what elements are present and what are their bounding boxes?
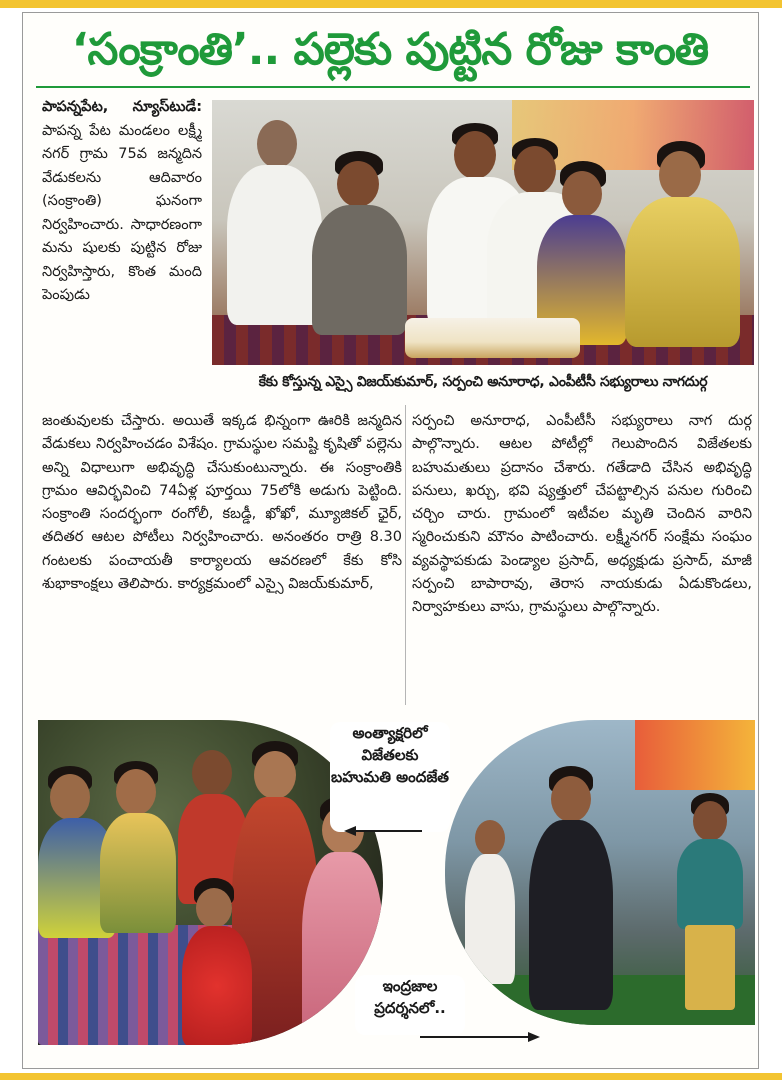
person-woman-yellow	[617, 145, 742, 345]
arrow-right-icon	[420, 1032, 540, 1042]
intro-text: పాపన్న పేట మండలం లక్ష్మీ నగర్ గ్రామ 75వ జన్మదిన వేడుకలను ఆదివారం (సంక్రాంతి) ఘనంగా నిర్వహించారు. సాధారణంగా మను షులకు పుట్టిన రోజు నిర్వహిస్తారు, కొంత మంది పెంపుడు	[42, 122, 202, 303]
page-top-border	[0, 0, 782, 8]
body-paragraph-left: జంతువులకు చేస్తారు. అయితే ఇక్కడ భిన్నంగా ఊరికి జన్మదిన వేడుకలు నిర్వహించడం విశేషం. గ్రామస్థుల సమష్టి కృషితో పల్లెను అన్ని విధాలుగా అభివృద్ధి చేసుకుంటున్నారు. ఈ సంక్రాంతికి గ్రామం ఆవిర్భవించి 74ఏళ్ల పూర్తయి 75లోకి అడుగు పెట్టింది. సంక్రాంతి సందర్భంగా రంగోలీ, కబడ్డీ, ఖోఖో, మ్యూజికల్ ఛైర్, తదితర ఆటల పోటీలు నిర్వహించారు. అనంతరం రాత్రి 8.30 గంటలకు పంచాయతీ కార్యాలయ ఆవరణలో కేకు కోసి శుభాకాంక్షలు తెలిపారు. కార్యక్రమంలో ఎస్సై విజయ్‌కుమార్,	[42, 413, 402, 593]
body-paragraph-right: సర్పంచి అనూరాధ, ఎంపీటీసీ సభ్యురాలు నాగ దుర్గ పాల్గొన్నారు. ఆటల పోటీల్లో గెలుపొందిన విజేతలకు బహుమతులు ప్రదానం చేశారు. గతేడాది చేసిన అభివృద్ధి పనులు, ఖర్చు, భవి ష్యత్తులో చేపట్టాల్సిన పనుల గురించి చర్చిం చారు. గ్రామంలో ఇటీవల మృతి చెందిన వారిని స్మరించుకుని మౌనం పాటించారు. లక్ష్మీనగర్ సంక్షేమ సంఘం వ్యవస్థాపకుడు పెండ్యాల ప్రసాద్, అధ్యక్షుడు ప్రసాద్, మాజీ సర్పంచి బాపారావు, తెరాస నాయకుడు ఏడుకొండలు, నిర్వాహకులు వాసు, గ్రామస్థులు పాల్గొన్నారు.	[412, 413, 752, 616]
magician	[525, 770, 615, 1010]
woman-second	[98, 765, 178, 925]
headline: ‘సంక్రాంతి’.. పల్లెకు పుట్టిన రోజు కాంతి	[71, 24, 709, 75]
magic-callout: ఇంద్రజాల ప్రదర్శనలో..	[355, 975, 465, 1035]
person-center-left	[307, 155, 407, 335]
column-divider	[405, 405, 406, 705]
dateline: పాపన్నపేట, న్యూస్‌టుడే:	[42, 99, 202, 115]
intro-paragraph	[42, 96, 202, 308]
prize-callout: అంత్యాక్షరిలో విజేతలకు బహుమతి అందజేత	[330, 722, 450, 832]
girl-red-dress	[178, 880, 253, 1045]
page-bottom-border	[0, 1073, 782, 1080]
magic-show-photo	[445, 720, 755, 1025]
intro-column	[42, 96, 202, 396]
boy-teal-jacket	[675, 795, 745, 1010]
cake	[405, 318, 580, 358]
arrow-left-icon	[344, 826, 424, 836]
girl-white	[465, 820, 515, 990]
headline-rule	[36, 86, 750, 88]
top-photo-caption: కేకు కోస్తున్న ఎస్సై విజయ్‌కుమార్, సర్పంచి అనూరాధ, ఎంపీటీసీ సభ్యురాలు నాగదుర్గ	[258, 374, 708, 390]
